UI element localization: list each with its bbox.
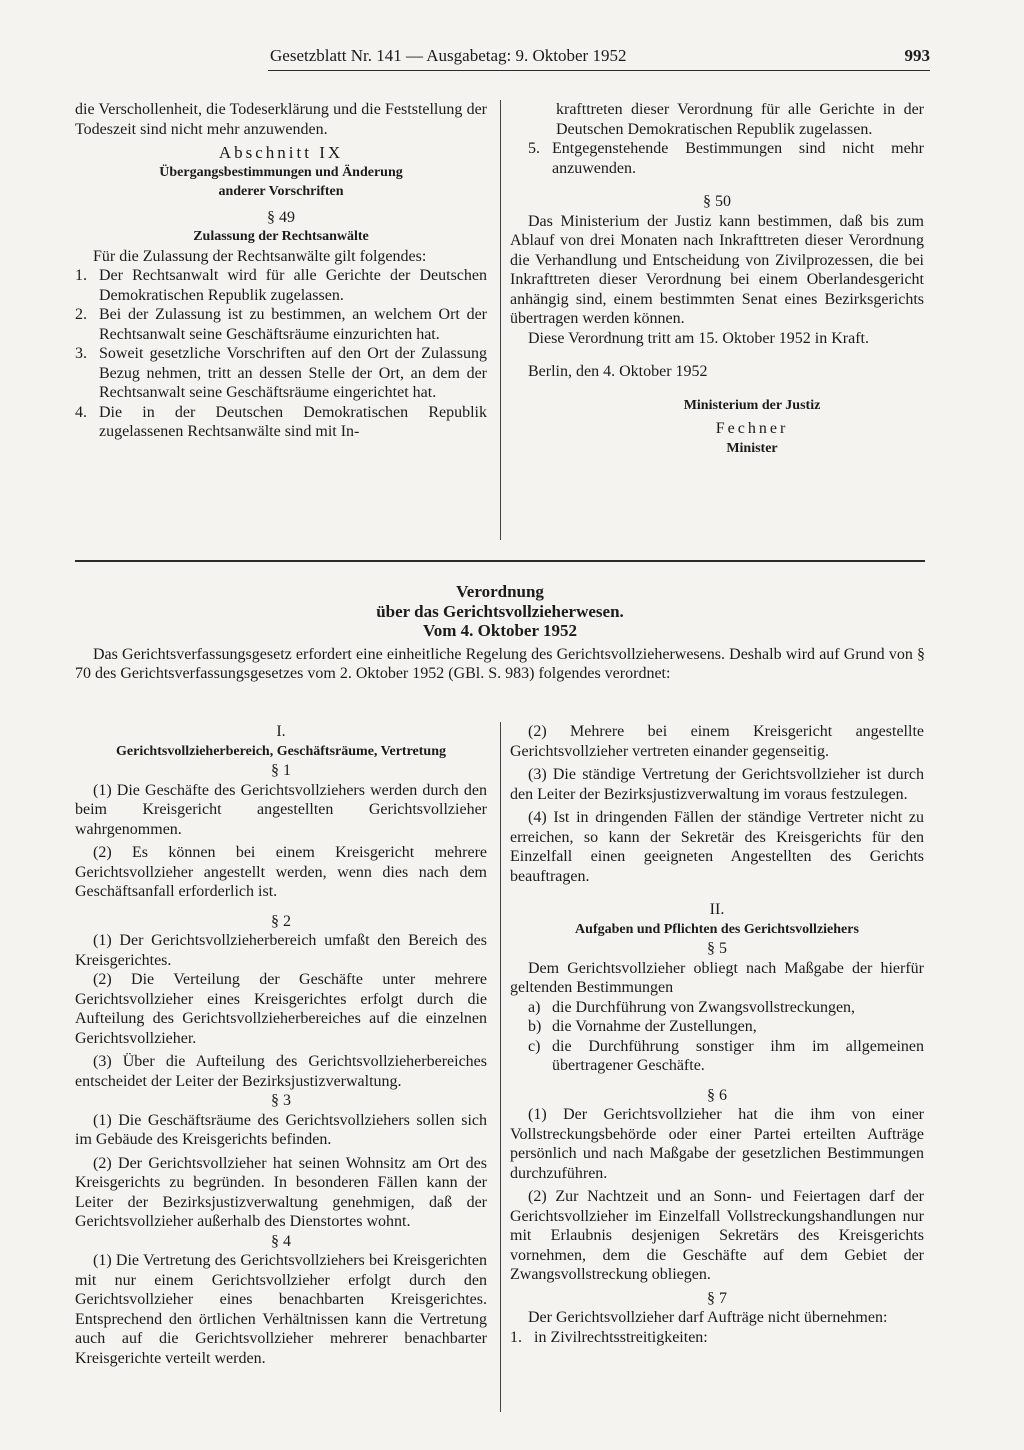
paragraph-49-title: Zulassung der Rechtsanwälte (193, 229, 369, 244)
section-divider (75, 560, 925, 562)
paragraph-6-heading: § 6 (707, 1086, 727, 1104)
decree-preamble: Das Gerichtsverfassungsgesetz erfordert eine einheitliche Regelung des Gerichtsvollzieherwesens. Deshalb wird auf Grund von § 70 des Gerichtsverfassungsgesetzes vom 2. Oktober 1952 (GBl. S. 983) folgendes verordnet: (75, 645, 925, 682)
paragraph-4-sub-1: (1) Die Vertretung des Gerichtsvollziehers bei Kreisgerichten mit nur einem Gerichtsvollzieher erfolgt durch den Gerichtsvollzieher eines benachbarten Kreisgerichtes. Entsprechend den örtlichen Verhältnissen kann die Vertretung auch auf die Gerichtsvollzieher mehrerer benachbarter Kreisgerichte verteilt werden. (75, 1252, 487, 1367)
column-divider-bottom (500, 722, 501, 1412)
decree-title-1: Verordnung (456, 582, 544, 601)
top-right-column (510, 100, 924, 458)
effective-date-text: Diese Verordnung tritt am 15. Oktober 1952 in Kraft. (528, 329, 869, 347)
list-item (75, 305, 487, 344)
part-one-title: Gerichtsvollzieherbereich, Geschäftsräume, Vertretung (116, 743, 446, 759)
list-item-number: b) (528, 1018, 542, 1035)
continuation-text: krafttreten dieser Verordnung für alle Gerichte in der Deutschen Demokratischen Republik zugelassen. (556, 101, 924, 138)
signer-role: Minister (726, 440, 778, 456)
list-item-text: Die in der Deutschen Demokratischen Republik zugelassenen Rechtsanwälte sind mit In- (99, 403, 487, 440)
list-item-text: die Durchführung sonstiger ihm im allgemeinen übertragener Geschäfte. (552, 1037, 924, 1074)
paragraph-5-heading: § 5 (707, 940, 727, 957)
part-one-number: I. (276, 723, 286, 740)
decree-date: Vom 4. Oktober 1952 (423, 621, 577, 640)
bottom-left-column (75, 722, 487, 1368)
paragraph-49-intro: Für die Zulassung der Rechtsanwälte gilt folgendes: (93, 247, 427, 265)
paragraph-4-sub-4: (4) Ist in dringenden Fällen der ständige Vertreter nicht zu erreichen, so kann der Sekretär des Kreisgerichts für den Einzelfall einen geeigneten Angestellten des Gerichts beauftragen. (510, 809, 924, 885)
list-item-number: 1. (510, 1328, 522, 1346)
section-subtitle-1: Übergangsbestimmungen und Änderung (159, 164, 403, 180)
paragraph-7-intro: Der Gerichtsvollzieher darf Aufträge nicht übernehmen: (528, 1309, 888, 1326)
part-two-title: Aufgaben und Pflichten des Gerichtsvollziehers (575, 921, 859, 937)
list-item-number: c) (528, 1037, 541, 1055)
page-number: 993 (904, 46, 930, 65)
paragraph-2-heading: § 2 (271, 912, 291, 930)
page-header (270, 46, 930, 70)
gazette-title: Gesetzblatt Nr. 141 — Ausgabetag: 9. Oktober 1952 (270, 46, 627, 65)
paragraph-2-sub-1: (1) Der Gerichtsvollzieherbereich umfaßt den Bereich des Kreisgerichtes. (75, 932, 487, 969)
column-divider-top (500, 100, 501, 540)
section-title: Abschnitt IX (218, 143, 344, 162)
list-item-number: 2. (75, 306, 87, 323)
list-item (510, 1328, 924, 1348)
paragraph-49-heading: § 49 (267, 208, 295, 226)
list-item-number: a) (528, 998, 541, 1016)
list-item-text: Bei der Zulassung ist zu bestimmen, an welchem Ort der Rechtsanwalt seine Geschäftsräume einzurichten hat. (99, 306, 487, 343)
bottom-right-column (510, 722, 924, 1347)
signer-name: Fechner (715, 420, 789, 437)
list-item (75, 403, 487, 442)
place-date: Berlin, den 4. Oktober 1952 (528, 363, 708, 380)
list-item (75, 344, 487, 403)
paragraph-50-heading: § 50 (703, 193, 731, 210)
paragraph-3-sub-2: (2) Der Gerichtsvollzieher hat seinen Wohnsitz am Ort des Kreisgerichts zu begründen. In besonderen Fällen kann der Leiter der Bezirksjustizverwaltung genehmigen, daß der Gerichtsvollzieher außerhalb des Dienstortes wohnt. (75, 1154, 487, 1230)
list-item-text: Soweit gesetzliche Vorschriften auf den Ort der Zulassung Bezug nehmen, tritt an dessen Stelle der Ort, an dem der Rechtsanwalt seine Geschäftsräume eingerichtet hat. (99, 345, 487, 401)
paragraph-7-heading: § 7 (707, 1289, 727, 1307)
continuation-text: die Verschollenheit, die Todeserklärung und die Feststellung der Todeszeit sind nicht mehr anzuwenden. (75, 101, 487, 138)
header-rule (268, 70, 930, 71)
list-item (510, 1017, 924, 1037)
paragraph-1-sub-1: (1) Die Geschäfte des Gerichtsvollziehers werden durch den beim Kreisgericht angestellten Gerichtsvollzieher wahrgenommen. (75, 781, 487, 838)
paragraph-1-heading: § 1 (271, 762, 291, 779)
paragraph-2-sub-2: (2) Die Verteilung der Geschäfte unter mehrere Gerichtsvollzieher eines Kreisgerichtes erfolgt durch die Aufteilung des Gerichtsvollzieherbereiches auf die einzelnen Gerichtsvollzieher. (75, 971, 487, 1047)
list-item-text: in Zivilrechtsstreitigkeiten: (534, 1328, 708, 1346)
list-item-number: 4. (75, 403, 87, 421)
list-item-text: Entgegenstehende Bestimmungen sind nicht mehr anzuwenden. (552, 140, 924, 177)
list-item-text: die Vornahme der Zustellungen, (552, 1018, 757, 1035)
paragraph-4-heading: § 4 (271, 1232, 291, 1250)
paragraph-3-sub-1: (1) Die Geschäftsräume des Gerichtsvollziehers sollen sich im Gebäude des Kreisgerichts befinden. (75, 1111, 487, 1148)
list-item (510, 139, 924, 178)
section-subtitle-2: anderer Vorschriften (218, 184, 344, 199)
list-item-number: 1. (75, 267, 87, 284)
list-item-text: Der Rechtsanwalt wird für alle Gerichte der Deutschen Demokratischen Republik zugelassen. (99, 267, 487, 304)
paragraph-6-sub-2: (2) Zur Nachtzeit und an Sonn- und Feiertagen darf der Gerichtsvollzieher im Einzelfall Vollstreckungshandlungen nur mit Erlaubnis desjenigen Sekretärs des Kreisgerichts vornehmen, dem die Geschäfte auf dem Gebiet der Zwangsvollstreckung obliegen. (510, 1188, 924, 1283)
list-item (510, 998, 924, 1018)
list-item (75, 266, 487, 305)
decree-header (75, 582, 925, 684)
list-item-number: 5. (528, 140, 540, 157)
paragraph-3-heading: § 3 (271, 1092, 291, 1109)
ministry-name: Ministerium der Justiz (683, 397, 821, 413)
paragraph-6-sub-1: (1) Der Gerichtsvollzieher hat die ihm von einer Vollstreckungsbehörde oder einer Partei erteilten Aufträge persönlich und nach Maßgabe der gesetzlichen Bestimmungen durchzuführen. (510, 1106, 924, 1182)
list-item-text: die Durchführung von Zwangsvollstreckungen, (552, 998, 856, 1016)
list-item-number: 3. (75, 345, 87, 362)
paragraph-5-intro: Dem Gerichtsvollzieher obliegt nach Maßgabe der hierfür geltenden Bestimmungen (510, 959, 924, 996)
paragraph-4-sub-2: (2) Mehrere bei einem Kreisgericht angestellte Gerichtsvollzieher vertreten einander gegenseitig. (510, 723, 924, 760)
paragraph-1-sub-2: (2) Es können bei einem Kreisgericht mehrere Gerichtsvollzieher angestellt werden, wenn dies nach dem Geschäftsanfall erforderlich ist. (75, 844, 487, 900)
paragraph-2-sub-3: (3) Über die Aufteilung des Gerichtsvollzieherbereiches entscheidet der Leiter der Bezirksjustizverwaltung. (75, 1053, 487, 1090)
list-item (510, 1037, 924, 1076)
paragraph-4-sub-3: (3) Die ständige Vertretung der Gerichtsvollzieher ist durch den Leiter der Bezirksjustizverwaltung im voraus festzulegen. (510, 766, 924, 803)
part-two-number: II. (709, 901, 725, 918)
decree-title-2: über das Gerichtsvollzieherwesen. (376, 601, 624, 621)
paragraph-50-text: Das Ministerium der Justiz kann bestimmen, daß bis zum Ablauf von drei Monaten nach Inkrafttreten dieser Verordnung die Verhandlung und Entscheidung von Zivilprozessen, die bei Inkrafttreten dieser Verordnung bei einem Oberlandesgericht anhängig sind, einem bestimmten Senat eines Bezirksgerichts übertragen werden können. (510, 212, 924, 327)
top-left-column (75, 100, 487, 442)
